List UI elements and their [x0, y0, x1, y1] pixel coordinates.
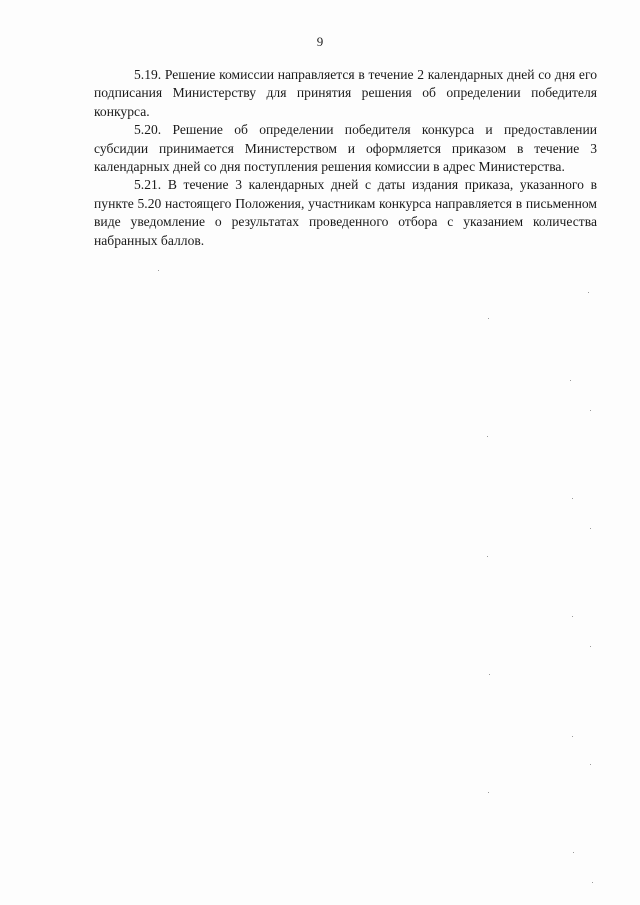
- paragraph-5-21: 5.21. В течение 3 календарных дней с даты издания приказа, указанного в пункте 5.20 настоящего Положения, участникам конкурса направляется в письменном виде уведомление о результатах проведенного отбора с указанием количества набранных баллов.: [94, 177, 597, 248]
- paragraph-5-19: 5.19. Решение комиссии направляется в течение 2 календарных дней со дня его подписания Министерству для принятия решения об определении победителя конкурса.: [94, 67, 597, 119]
- scan-speck: [487, 436, 488, 437]
- scan-speck: [588, 292, 589, 293]
- scan-speck: [590, 410, 591, 411]
- scan-speck: [590, 764, 591, 765]
- scan-speck: [488, 318, 489, 319]
- scan-speck: [572, 736, 573, 737]
- scan-speck: [487, 556, 488, 557]
- page-number: 9: [316, 34, 324, 49]
- scan-speck: [592, 882, 593, 883]
- scan-speck: [570, 380, 571, 381]
- scan-speck: [572, 498, 573, 499]
- scan-speck: [489, 674, 490, 675]
- scan-speck: [590, 528, 591, 529]
- scan-speck: [590, 646, 591, 647]
- scan-speck: [488, 792, 489, 793]
- scan-speck: [158, 270, 159, 271]
- document-body: [94, 66, 597, 250]
- paragraph-5-20: 5.20. Решение об определении победителя конкурса и предоставлении субсидии принимается Министерством и оформляется приказом в течение 3 календарных дней со дня поступления решения комиссии в адрес Министерства.: [94, 122, 597, 175]
- scan-speck: [572, 616, 573, 617]
- scan-speck: [573, 852, 574, 853]
